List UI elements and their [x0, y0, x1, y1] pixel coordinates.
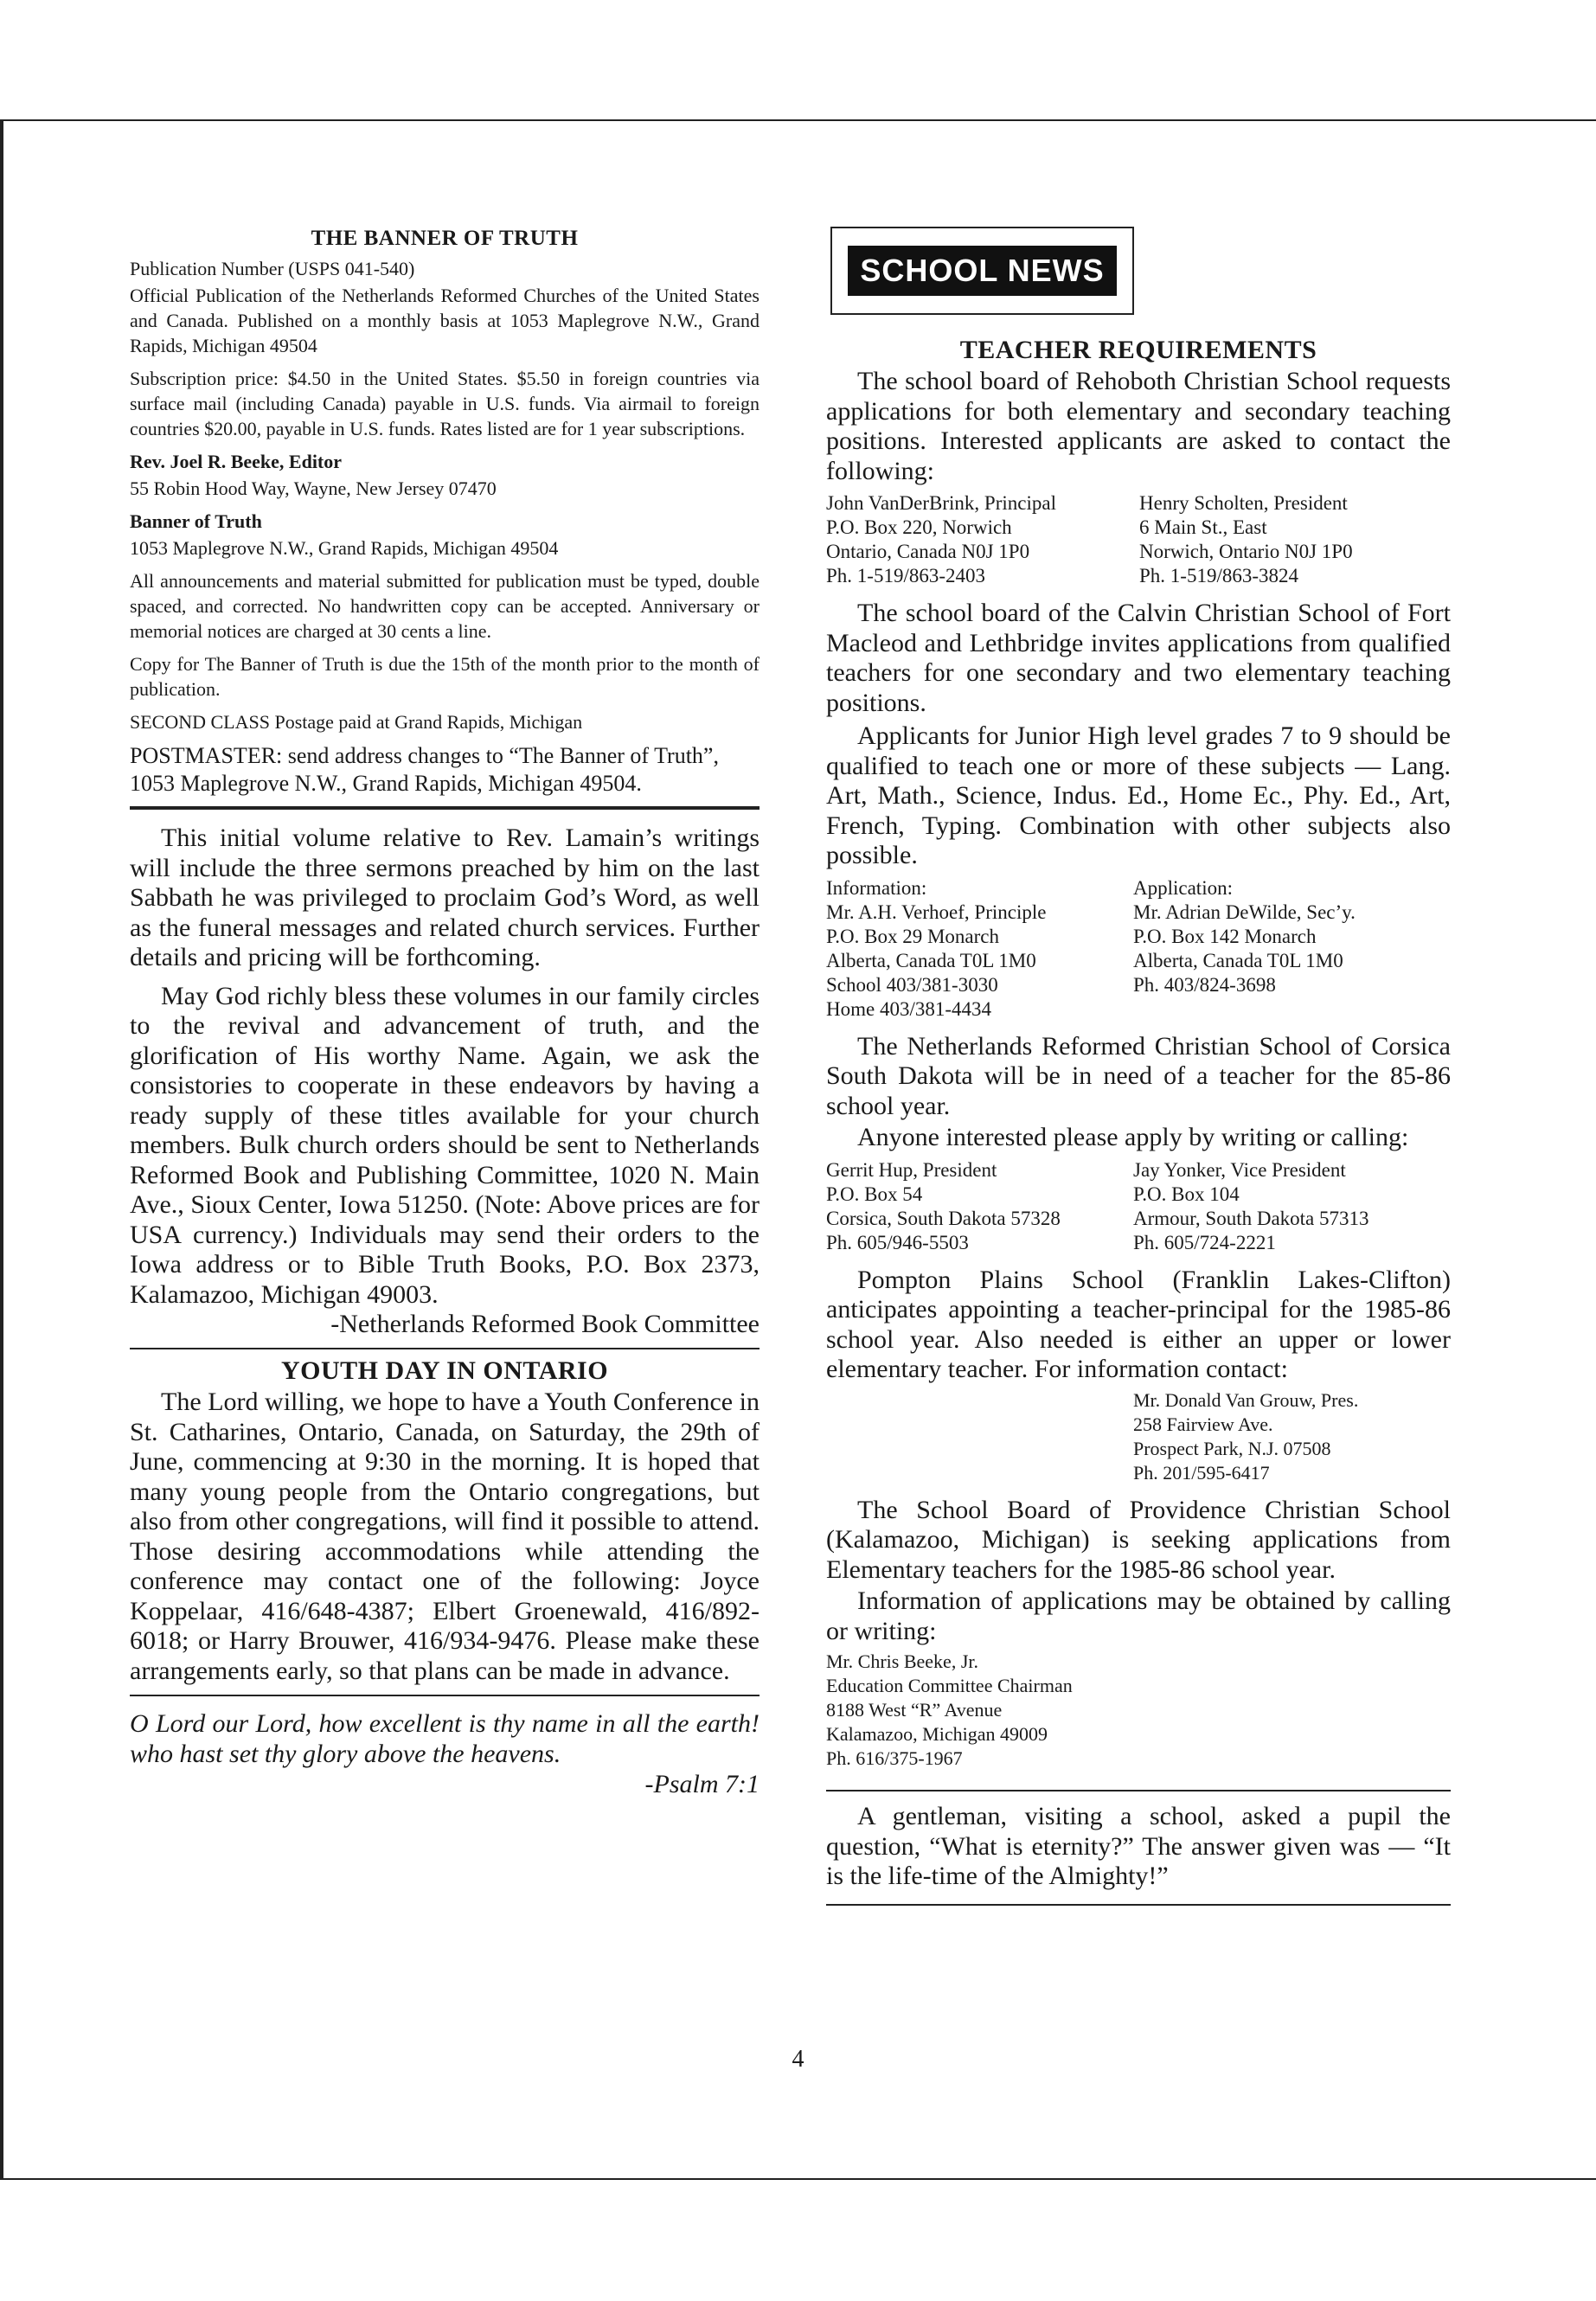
contact-line: 8188 West “R” Avenue [826, 1699, 1003, 1721]
masthead-title: THE BANNER OF TRUTH [311, 227, 579, 250]
eternity-anecdote [826, 1802, 1451, 1892]
contact-line: Ph. 1-519/863-2403 [826, 565, 985, 586]
contact-line: P.O. Box 142 Monarch [1133, 925, 1317, 947]
corsica-notice [826, 1032, 1451, 1153]
rehoboth-body: The school board of Rehoboth Christian School requests applications for both elementary and secondary teaching positions. Interested applicants are asked to contact the following: [826, 367, 1451, 485]
contact-line: Information: [826, 876, 927, 899]
calvin-body-2: Applicants for Junior High level grades 7 to 9 should be qualified to teach one or more of these subjects — Lang. Art, Math., Science, Indus. Ed., Home Ec., Phy. Ed., Art, French, Typing. Combination with other subjects also possible. [826, 721, 1451, 869]
contact-line: Ontario, Canada N0J 1P0 [826, 541, 1030, 562]
contact-line: John VanDerBrink, Principal [826, 492, 1056, 514]
editor-name: Rev. Joel R. Beeke, Editor [130, 451, 343, 472]
psalm-reference: -Psalm 7:1 [644, 1770, 760, 1798]
school-news-label: SCHOOL NEWS [848, 246, 1116, 296]
providence-notice [826, 1496, 1451, 1647]
contact-line: Corsica, South Dakota 57328 [826, 1207, 1061, 1229]
book-article-para-2: May God richly bless these volumes in our family circles to the revival and advancement of truth, and the glorification of His worthy Name. Again, we ask the consistories to cooperate in these endeavors by having a ready supply of these titles available for your church members. Bulk church orders should be sent to Netherlands Reformed Book and Publishing Committee, 1020 N. Main Ave., Sioux Center, Iowa 51250. (Note: Above prices are for USA currency.) Individuals may send their orders to the Iowa address or to Bible Truth Books, P.O. Box 2373, Kalamazoo, Michigan 49003. [130, 981, 760, 1309]
rehoboth-notice [826, 367, 1451, 486]
right-column [826, 227, 1451, 1914]
divider [130, 1695, 760, 1696]
contact-line: Kalamazoo, Michigan 49009 [826, 1723, 1048, 1745]
postmaster-notice: POSTMASTER: send address changes to “The Banner of Truth”, 1053 Maplegrove N.W., Grand Rapids, Michigan 49504. [130, 743, 719, 796]
divider [130, 1348, 760, 1349]
school-news-banner [830, 227, 1134, 315]
page-top-border [0, 119, 1596, 121]
providence-contact [826, 1650, 1451, 1771]
pompton-body: Pompton Plains School (Franklin Lakes-Clifton) anticipates appointing a teacher-principal for the 1985-86 school year. Also needed is either an upper or lower elementary teacher. For information contact: [826, 1265, 1451, 1383]
youth-day-heading: YOUTH DAY IN ONTARIO [280, 1356, 609, 1385]
book-article [130, 824, 760, 1310]
left-column [130, 227, 760, 1799]
editor-address: 55 Robin Hood Way, Wayne, New Jersey 07470 [130, 478, 497, 499]
contact-line: Ph. 616/375-1967 [826, 1747, 963, 1769]
contact-line: Prospect Park, N.J. 07508 [1133, 1437, 1331, 1459]
divider [826, 1904, 1451, 1906]
rehoboth-contacts [826, 491, 1451, 588]
contact-line: Alberta, Canada T0L 1M0 [1133, 949, 1343, 971]
corsica-body-1: The Netherlands Reformed Christian School of Corsica South Dakota will be in need of a teacher for the 85-86 school year. [826, 1031, 1451, 1120]
calvin-notice [826, 599, 1451, 871]
contact-line: Ph. 1-519/863-3824 [1139, 565, 1298, 586]
page-left-border [0, 119, 3, 2178]
office-address: 1053 Maplegrove N.W., Grand Rapids, Michigan 49504 [130, 537, 559, 559]
announcements-notice: All announcements and material submitted for publication must be typed, double spaced, and corrected. No handwritten copy can be accepted. Anniversary or memorial notices are charged at 30 cents a line. [130, 570, 760, 642]
contact-line: Alberta, Canada T0L 1M0 [826, 949, 1036, 971]
contact-line: Henry Scholten, President [1139, 492, 1348, 514]
teacher-requirements-heading: TEACHER REQUIREMENTS [959, 336, 1317, 364]
contact-line: Mr. Adrian DeWilde, Sec’y. [1133, 901, 1356, 923]
contact-line: 258 Fairview Ave. [1133, 1413, 1273, 1435]
divider [826, 1790, 1451, 1791]
contact-line: Jay Yonker, Vice President [1133, 1158, 1346, 1181]
book-article-para-1: This initial volume relative to Rev. Lamain’s writings will include the three sermons preached by him on the last Sabbath he was privileged to proclaim God’s Word, as well as the funeral messages and related church services. Further details and pricing will be forthcoming. [130, 824, 760, 971]
contact-line: Application: [1133, 876, 1233, 899]
contact-line: P.O. Box 29 Monarch [826, 925, 999, 947]
contact-line: Armour, South Dakota 57313 [1133, 1207, 1369, 1229]
calvin-contacts [826, 876, 1451, 1022]
contact-line: Mr. Chris Beeke, Jr. [826, 1650, 978, 1672]
contact-line: P.O. Box 220, Norwich [826, 516, 1012, 538]
anecdote-text: A gentleman, visiting a school, asked a pupil the question, “What is eternity?” The answer given was — “It is the life-time of the Almighty!” [826, 1802, 1451, 1890]
copy-due-notice: Copy for The Banner of Truth is due the 15th of the month prior to the month of publication. [130, 653, 760, 700]
corsica-body-2: Anyone interested please apply by writing or calling: [857, 1123, 1409, 1151]
contact-line: Ph. 605/724-2221 [1133, 1231, 1276, 1253]
divider [130, 806, 760, 810]
publication-number: Publication Number (USPS 041-540) [130, 258, 415, 279]
contact-line: Mr. Donald Van Grouw, Pres. [1133, 1388, 1359, 1411]
contact-line: Gerrit Hup, President [826, 1158, 997, 1181]
providence-body-1: The School Board of Providence Christian School (Kalamazoo, Michigan) is seeking applications from Elementary teachers for the 1985-86 school year. [826, 1495, 1451, 1584]
contact-line: Ph. 605/946-5503 [826, 1231, 969, 1253]
contact-line: Mr. A.H. Verhoef, Principle [826, 901, 1047, 923]
contact-line: Home 403/381-4434 [826, 997, 992, 1020]
contact-line: P.O. Box 54 [826, 1183, 923, 1205]
office-name: Banner of Truth [130, 510, 262, 532]
youth-day-article [130, 1388, 760, 1686]
pompton-contact [1133, 1388, 1451, 1485]
official-publication: Official Publication of the Netherlands Reformed Churches of the United States and Canada. Published on a monthly basis at 1053 Maplegrove N.W., Grand Rapids, Michigan 49504 [130, 285, 760, 356]
calvin-body-1: The school board of the Calvin Christian School of Fort Macleod and Lethbridge invites applications from qualified teachers for one secondary and two elementary teaching positions. [826, 599, 1451, 717]
masthead [130, 256, 760, 734]
pompton-notice [826, 1266, 1451, 1385]
youth-day-body: The Lord willing, we hope to have a Youth Conference in St. Catharines, Ontario, Canada, on Saturday, the 29th of June, commencing at 9:30 in the morning. It is hoped that many young people from the Ontario congregations, but also from other congregations, will find it possible to attend. Those desiring accommodations while attending the conference may contact one of the following: Joyce Koppelaar, 416/648-4387; Elbert Groenewald, 416/892-6018; or Harry Brouwer, 416/934-9476. Please make these arrangements early, so that plans can be made in advance. [130, 1388, 760, 1685]
page-bottom-border [0, 2178, 1596, 2180]
contact-line: Education Committee Chairman [826, 1675, 1073, 1696]
corsica-contacts [826, 1158, 1451, 1255]
contact-line: School 403/381-3030 [826, 973, 998, 996]
book-article-signature: -Netherlands Reformed Book Committee [330, 1310, 760, 1338]
contact-line: Norwich, Ontario N0J 1P0 [1139, 541, 1353, 562]
contact-line: P.O. Box 104 [1133, 1183, 1240, 1205]
contact-line: 6 Main St., East [1139, 516, 1267, 538]
contact-line: Ph. 403/824-3698 [1133, 973, 1276, 996]
subscription-price: Subscription price: $4.50 in the United States. $5.50 in foreign countries via surface mail (including Canada) payable in U.S. funds. Via airmail to foreign countries $20.00, payable in U.S. funds. Rates listed are for 1 year subscriptions. [130, 368, 760, 439]
contact-line: Ph. 201/595-6417 [1133, 1461, 1270, 1484]
second-class-notice: SECOND CLASS Postage paid at Grand Rapids, Michigan [130, 711, 583, 733]
psalm-quote: O Lord our Lord, how excellent is thy name in all the earth! who hast set thy glory above the heavens. [130, 1709, 760, 1768]
page-number: 4 [792, 2046, 804, 2073]
providence-body-2: Information of applications may be obtained by calling or writing: [826, 1586, 1451, 1645]
